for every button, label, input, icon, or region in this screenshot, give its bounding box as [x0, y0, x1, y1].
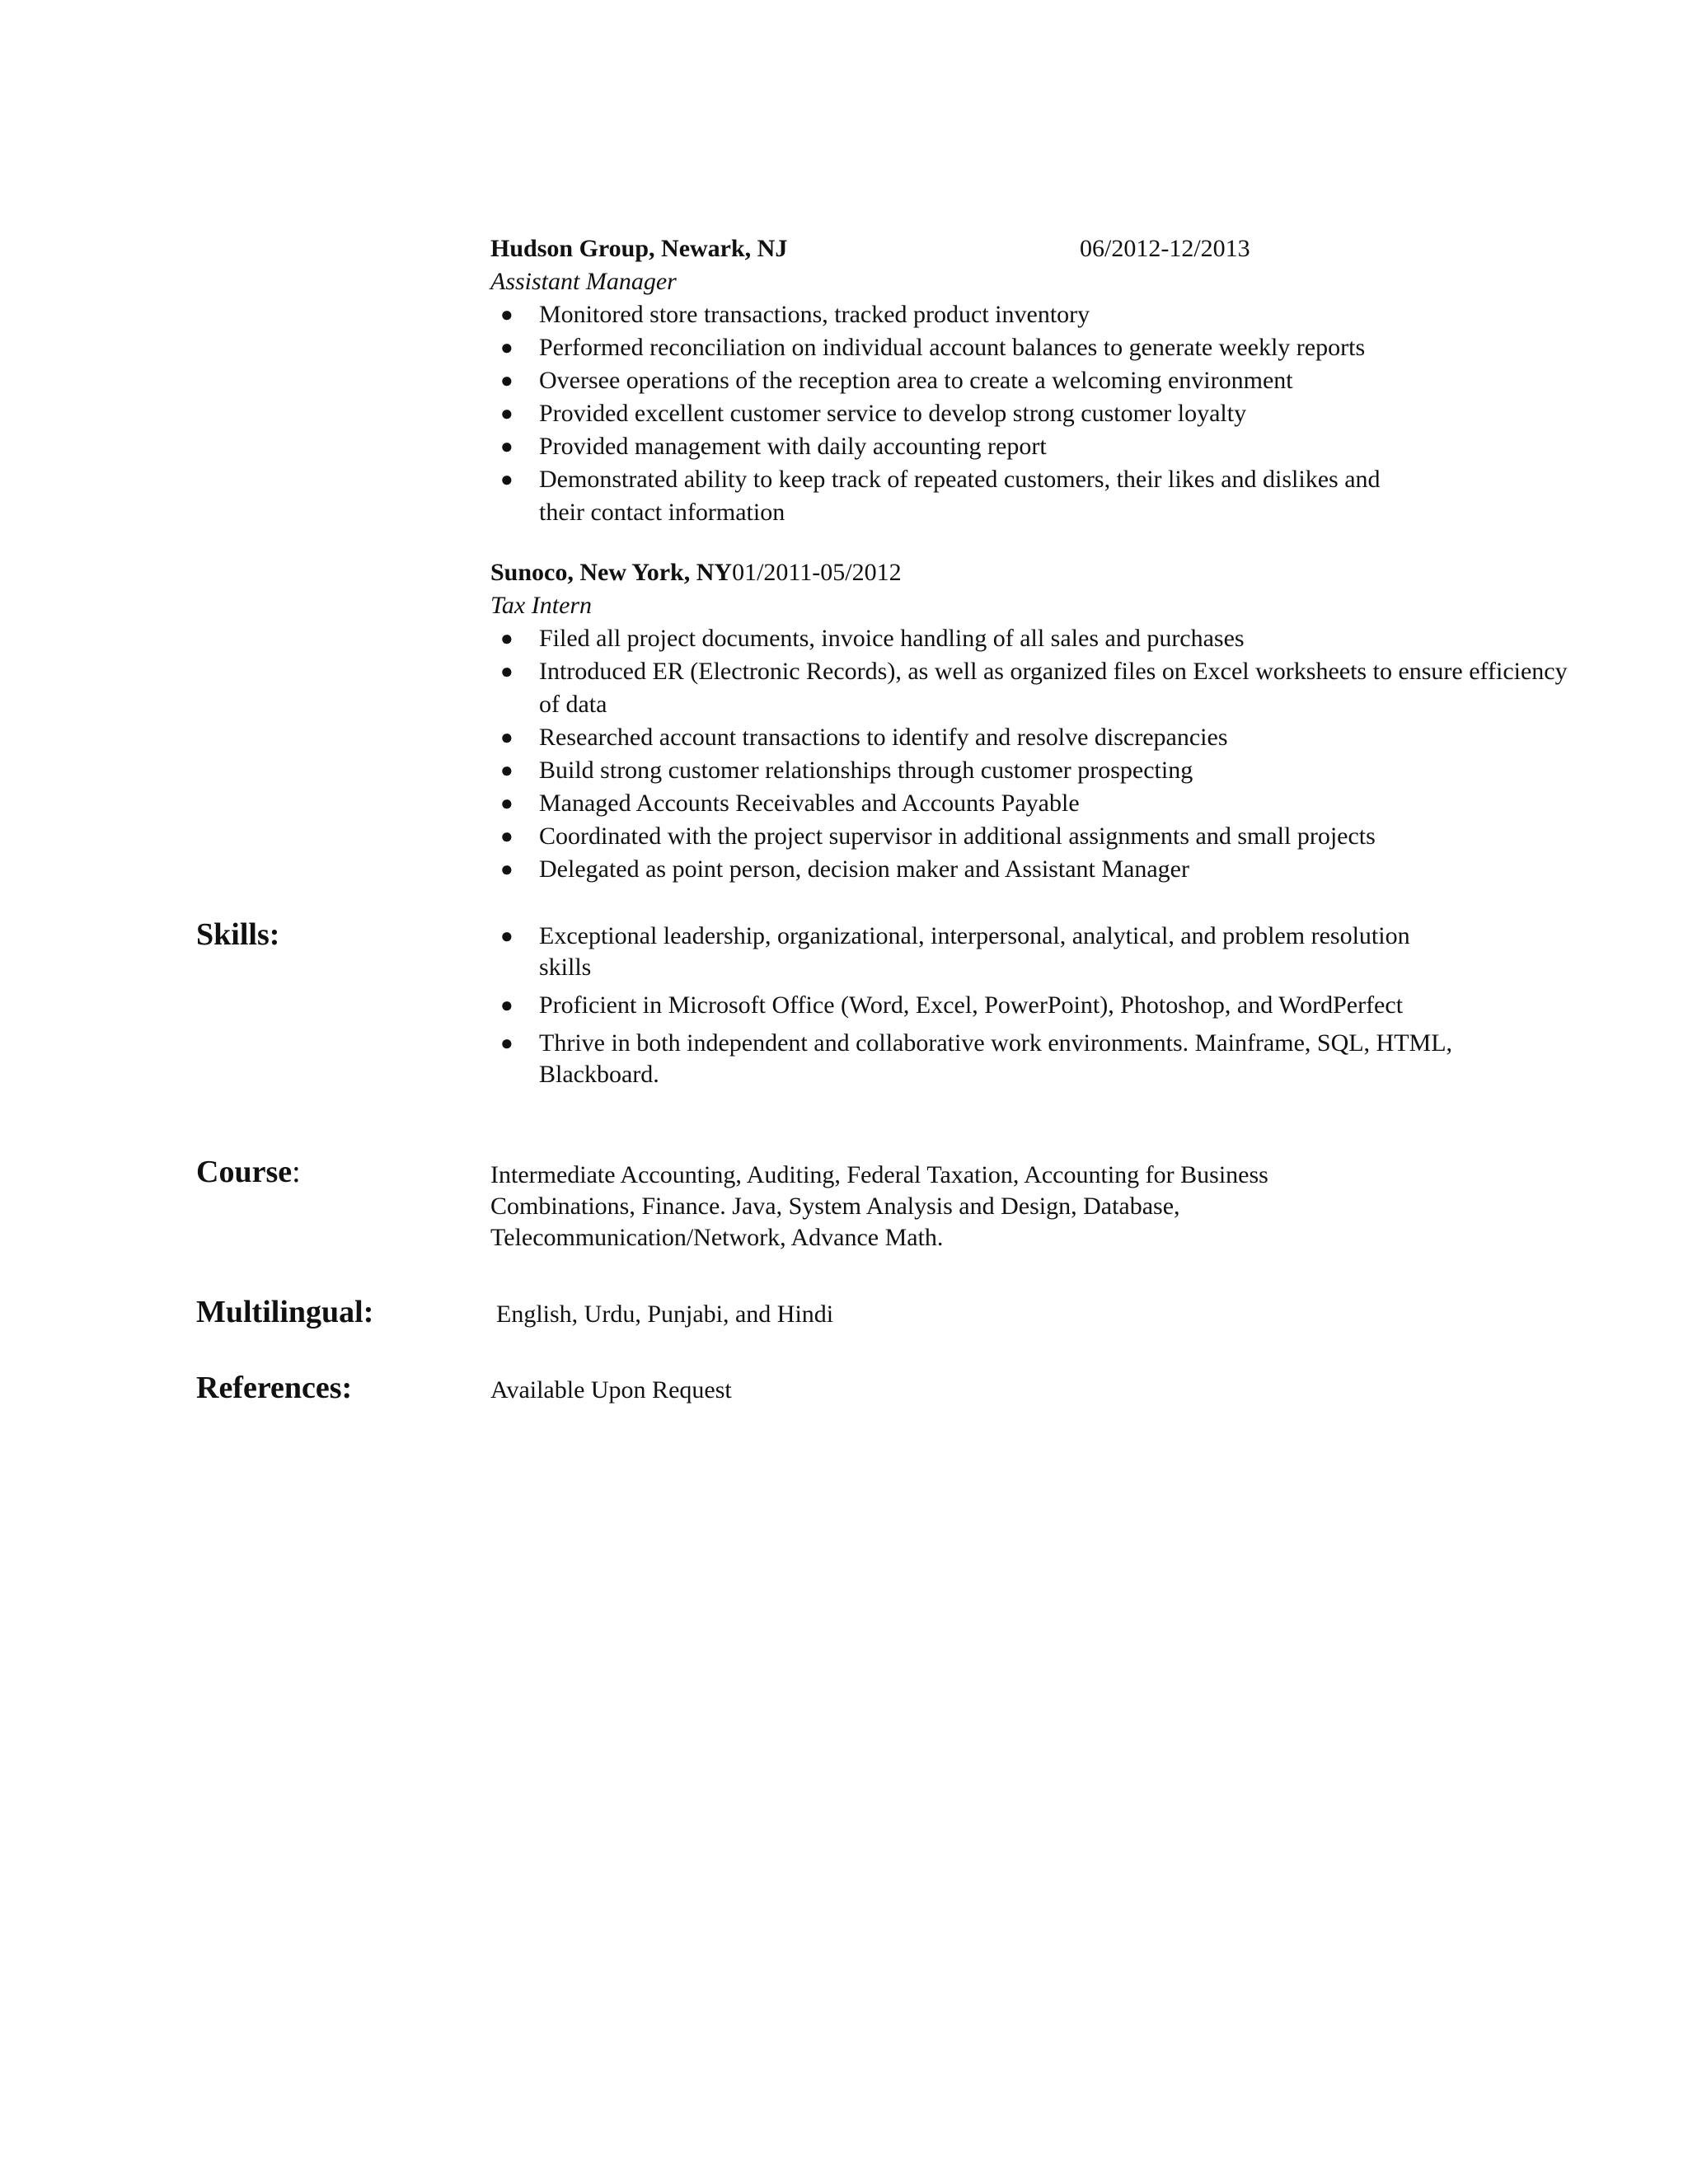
bullet-icon: ● — [500, 1031, 513, 1055]
list-item: ● Thrive in both independent and collaborative work environments. Mainframe, SQL, HTML, Blackboard. — [500, 1029, 1453, 1088]
list-item: ● Filed all project documents, invoice handling of all sales and purchases — [490, 622, 1595, 655]
job-company: Sunoco, New York, NY — [490, 559, 733, 586]
bullet-icon: ● — [500, 401, 513, 425]
skills-list — [490, 921, 1453, 1090]
bullet-icon: ● — [500, 659, 513, 683]
bullet-icon: ● — [500, 626, 513, 650]
job-title: Assistant Manager — [490, 268, 677, 295]
list-item: ● Build strong customer relationships through customer prospecting — [490, 754, 1595, 787]
list-item: ● Monitored store transactions, tracked product inventory — [490, 298, 1512, 331]
list-item: ● Performed reconciliation on individual account balances to generate weekly reports — [490, 331, 1512, 364]
job-header-row — [490, 232, 1595, 265]
job-dates: 06/2012-12/2013 — [1080, 235, 1250, 262]
references-text: Available Upon Request — [490, 1376, 732, 1404]
job-bullet-list — [490, 622, 1595, 886]
bullet-icon: ● — [500, 335, 513, 359]
job-bullet-list — [490, 298, 1512, 529]
skills-heading: Skills: — [196, 917, 280, 952]
list-item: ● Exceptional leadership, organizational, interpersonal, analytical, and problem resolution skills — [500, 922, 1410, 981]
list-item: ● Demonstrated ability to keep track of repeated customers, their likes and dislikes and their contact information — [490, 463, 1429, 529]
list-item: ● Introduced ER (Electronic Records), as well as organized files on Excel worksheets to ensure efficiency of data — [490, 655, 1578, 721]
bullet-icon: ● — [500, 725, 513, 749]
bullet-icon: ● — [500, 758, 513, 782]
multilingual-heading: Multilingual: — [196, 1295, 374, 1329]
list-item: ● Oversee operations of the reception area to create a welcoming environment — [490, 364, 1512, 397]
bullet-icon: ● — [500, 857, 513, 881]
list-item: ● Proficient in Microsoft Office (Word, Excel, PowerPoint), Photoshop, and WordPerfect — [490, 990, 1421, 1021]
bullet-icon: ● — [500, 993, 513, 1017]
job-sunoco — [490, 556, 1595, 886]
list-item: ● Provided excellent customer service to develop strong customer loyalty — [490, 397, 1512, 430]
bullet-icon: ● — [500, 467, 513, 491]
list-item: ● Researched account transactions to identify and resolve discrepancies — [490, 721, 1595, 754]
job-company: Hudson Group, Newark, NJ — [490, 235, 788, 262]
multilingual-text: English, Urdu, Punjabi, and Hindi — [496, 1301, 834, 1328]
list-item: ● Provided management with daily accounting report — [490, 430, 1512, 463]
bullet-icon: ● — [500, 434, 513, 458]
course-heading: Course: — [196, 1155, 301, 1189]
bullet-icon: ● — [500, 791, 513, 815]
bullet-icon: ● — [500, 368, 513, 392]
course-text: Intermediate Accounting, Auditing, Federal Taxation, Accounting for Business Combinations, Finance. Java, System Analysis and Design, Database, Telecommunication/Network, Advance Math. — [490, 1161, 1268, 1251]
references-heading: References: — [196, 1371, 353, 1405]
job-title: Tax Intern — [490, 592, 593, 619]
bullet-icon: ● — [500, 924, 513, 948]
list-item: ● Delegated as point person, decision maker and Assistant Manager — [490, 853, 1595, 886]
job-hudson-group — [490, 232, 1595, 529]
list-item: ● Coordinated with the project supervisor in additional assignments and small projects — [490, 820, 1595, 853]
skills-section — [490, 921, 1453, 1097]
job-header-row — [490, 556, 1595, 589]
bullet-icon: ● — [500, 302, 513, 326]
list-item: ● Managed Accounts Receivables and Accounts Payable — [490, 787, 1595, 820]
bullet-icon: ● — [500, 824, 513, 848]
job-dates: 01/2011-05/2012 — [732, 559, 902, 586]
